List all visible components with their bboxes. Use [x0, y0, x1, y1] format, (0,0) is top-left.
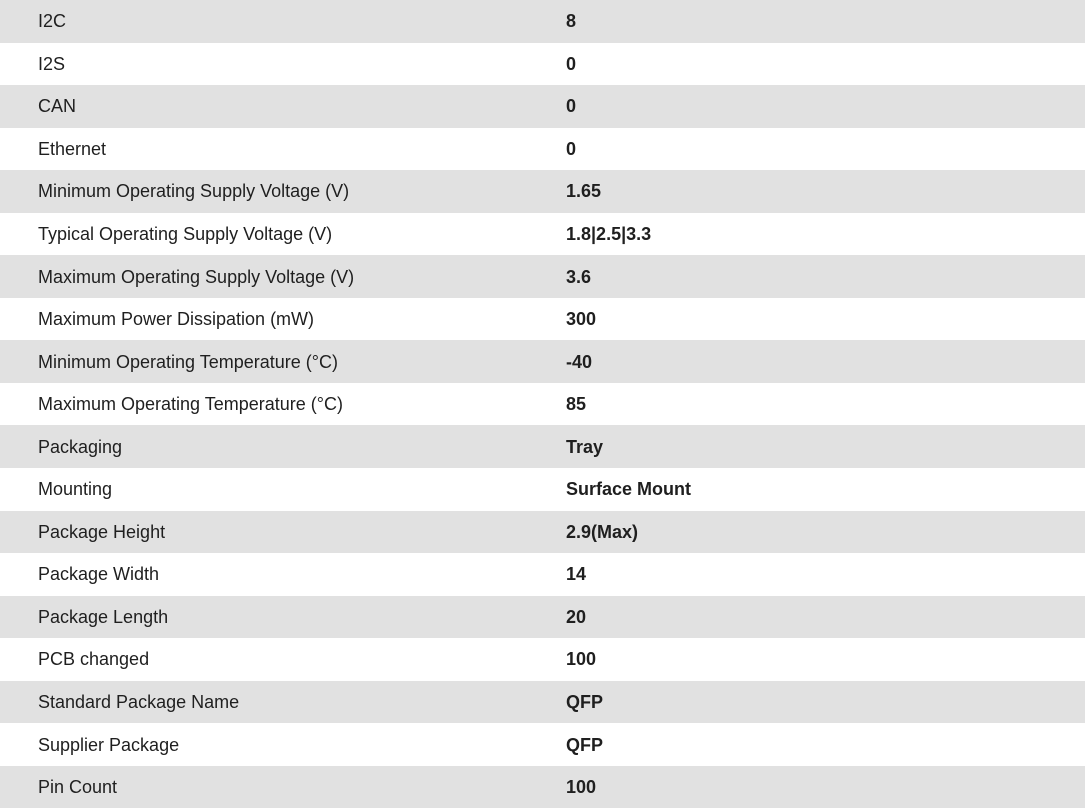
spec-value: -40 — [566, 351, 593, 372]
spec-value: 2.9(Max) — [566, 521, 639, 542]
spec-label: Minimum Operating Temperature (°C) — [38, 351, 338, 372]
spec-value: Tray — [566, 436, 604, 457]
spec-label: I2S — [38, 53, 66, 74]
spec-row-package-height — [0, 511, 1085, 554]
spec-row-max-power-dissipation — [0, 298, 1085, 341]
spec-value: 8 — [566, 11, 577, 32]
spec-value: 0 — [566, 53, 577, 74]
spec-value: 300 — [566, 309, 597, 330]
spec-value: 100 — [566, 649, 597, 670]
spec-value: 20 — [566, 606, 587, 627]
spec-row-min-temperature — [0, 340, 1085, 383]
spec-label: Package Width — [38, 564, 160, 585]
spec-value: 3.6 — [566, 266, 592, 287]
spec-row-pin-count — [0, 766, 1085, 808]
spec-row-pcb-changed — [0, 638, 1085, 681]
spec-label: Maximum Operating Temperature (°C) — [38, 394, 343, 415]
spec-label: Supplier Package — [38, 734, 180, 755]
spec-label: Maximum Power Dissipation (mW) — [38, 309, 315, 330]
spec-row-max-supply-voltage — [0, 255, 1085, 298]
spec-value: 0 — [566, 96, 577, 117]
spec-label: Minimum Operating Supply Voltage (V) — [38, 181, 350, 202]
spec-label: I2C — [38, 11, 67, 32]
spec-label: Packaging — [38, 436, 123, 457]
spec-value: 1.8|2.5|3.3 — [566, 224, 652, 244]
spec-row-supplier-package — [0, 723, 1085, 766]
spec-row-typ-supply-voltage — [0, 213, 1085, 256]
spec-row-i2s — [0, 43, 1085, 86]
spec-label: Standard Package Name — [38, 692, 240, 713]
spec-label: Package Length — [38, 606, 169, 627]
spec-value: Surface Mount — [566, 479, 692, 500]
spec-value: 0 — [566, 138, 577, 159]
spec-row-mounting — [0, 468, 1085, 511]
spec-row-package-width — [0, 553, 1085, 596]
spec-value: QFP — [566, 692, 604, 713]
spec-label: Typical Operating Supply Voltage (V) — [38, 224, 333, 244]
spec-value: 85 — [566, 394, 587, 415]
spec-label: CAN — [38, 96, 77, 117]
spec-value: 100 — [566, 777, 597, 798]
spec-row-packaging — [0, 425, 1085, 468]
spec-label: PCB changed — [38, 649, 150, 670]
spec-value: 14 — [566, 564, 587, 585]
spec-label: Package Height — [38, 521, 166, 542]
spec-row-package-length — [0, 596, 1085, 639]
spec-row-ethernet — [0, 128, 1085, 171]
spec-label: Pin Count — [38, 777, 118, 798]
spec-label: Mounting — [38, 479, 113, 500]
spec-value: QFP — [566, 734, 604, 755]
spec-value: 1.65 — [566, 181, 602, 202]
spec-label: Maximum Operating Supply Voltage (V) — [38, 266, 355, 287]
spec-row-can — [0, 85, 1085, 128]
spec-row-i2c — [0, 0, 1085, 43]
spec-row-min-supply-voltage — [0, 170, 1085, 213]
spec-label: Ethernet — [38, 138, 107, 159]
spec-row-standard-package-name — [0, 681, 1085, 724]
spec-row-max-temperature — [0, 383, 1085, 426]
